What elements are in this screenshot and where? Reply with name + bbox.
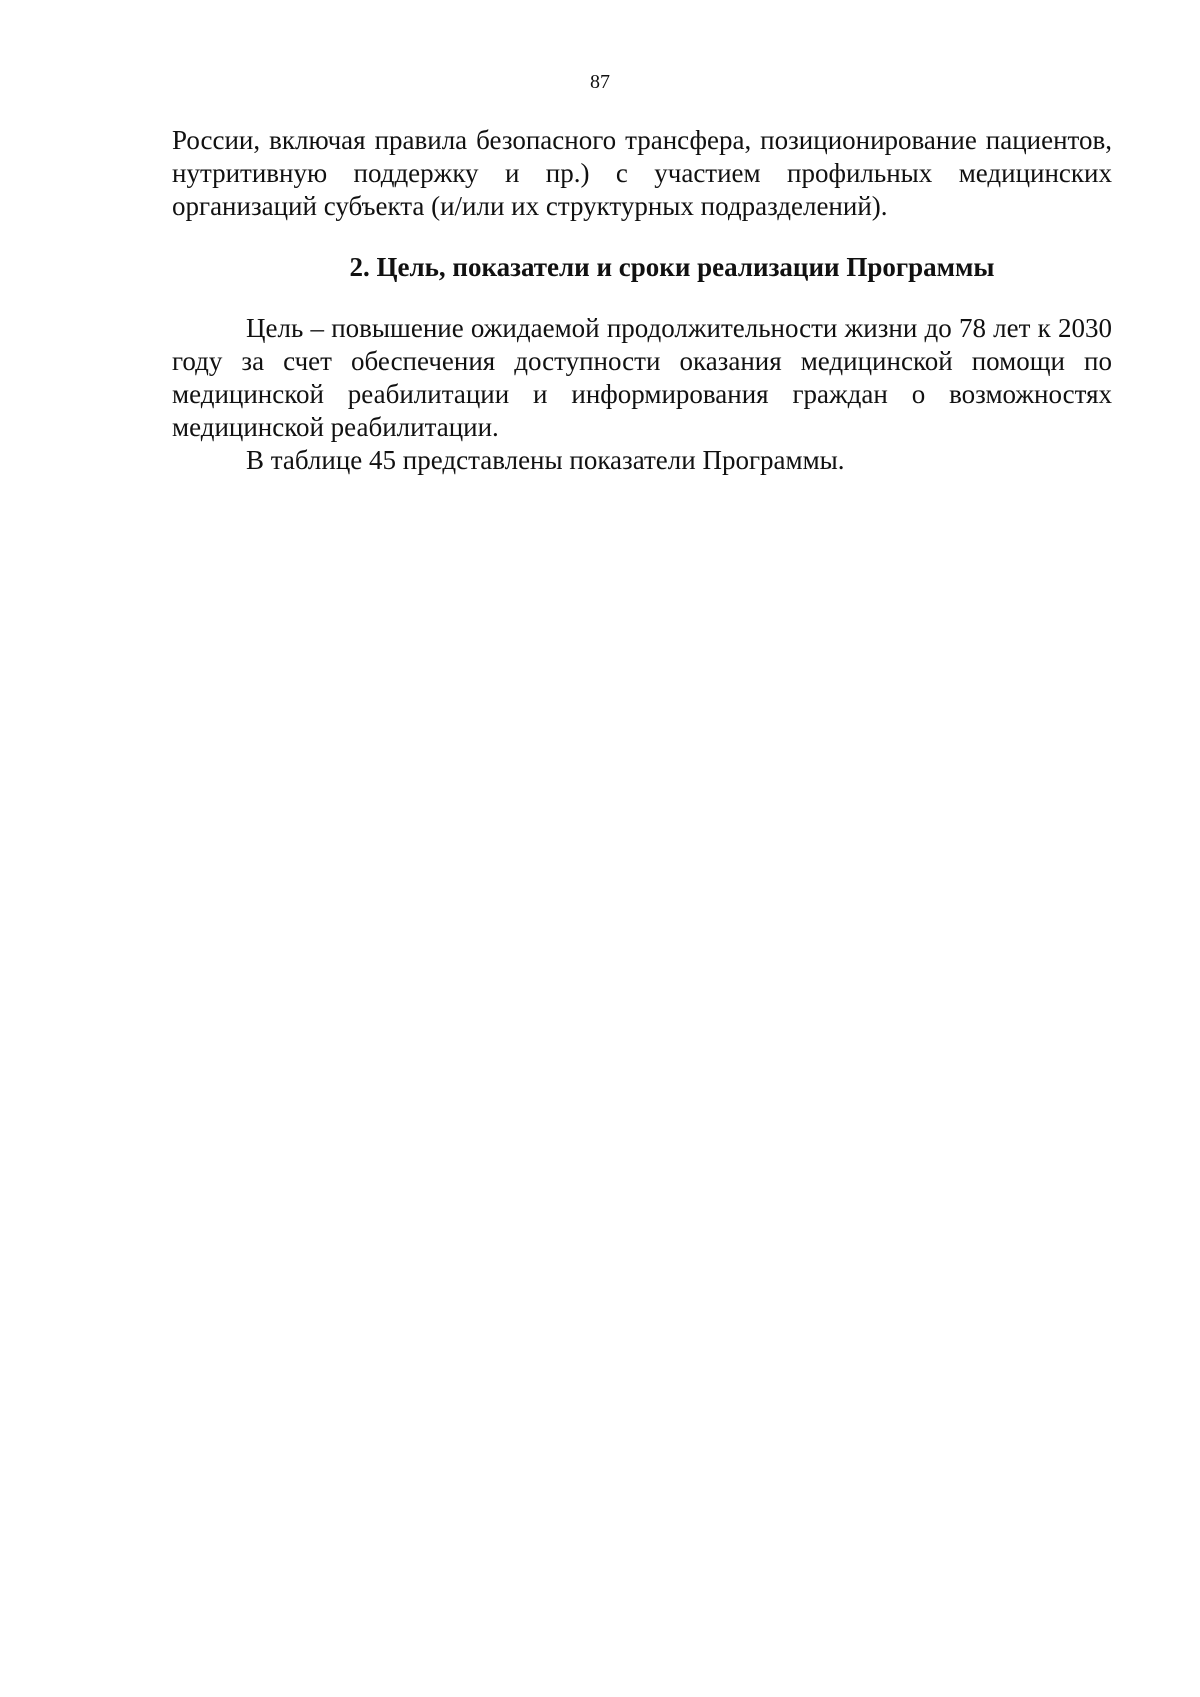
continuation-paragraph: России, включая правила безопасного трансфера, позиционирование пациентов, нутритивную поддержку и пр.) с участием профильных медицинских организаций субъекта (и/или их структурных подразделений). bbox=[172, 125, 1112, 221]
section-body bbox=[172, 312, 1112, 477]
page-number: 87 bbox=[590, 71, 610, 93]
goal-paragraph: Цель – повышение ожидаемой продолжительности жизни до 78 лет к 2030 году за счет обеспечения доступности оказания медицинской помощи по медицинской реабилитации и информирования граждан о возможностях медицинской реабилитации. bbox=[172, 313, 1112, 442]
table-reference-paragraph: В таблице 45 представлены показатели Программы. bbox=[246, 445, 845, 475]
section-heading: 2. Цель, показатели и сроки реализации Программы bbox=[349, 252, 995, 282]
